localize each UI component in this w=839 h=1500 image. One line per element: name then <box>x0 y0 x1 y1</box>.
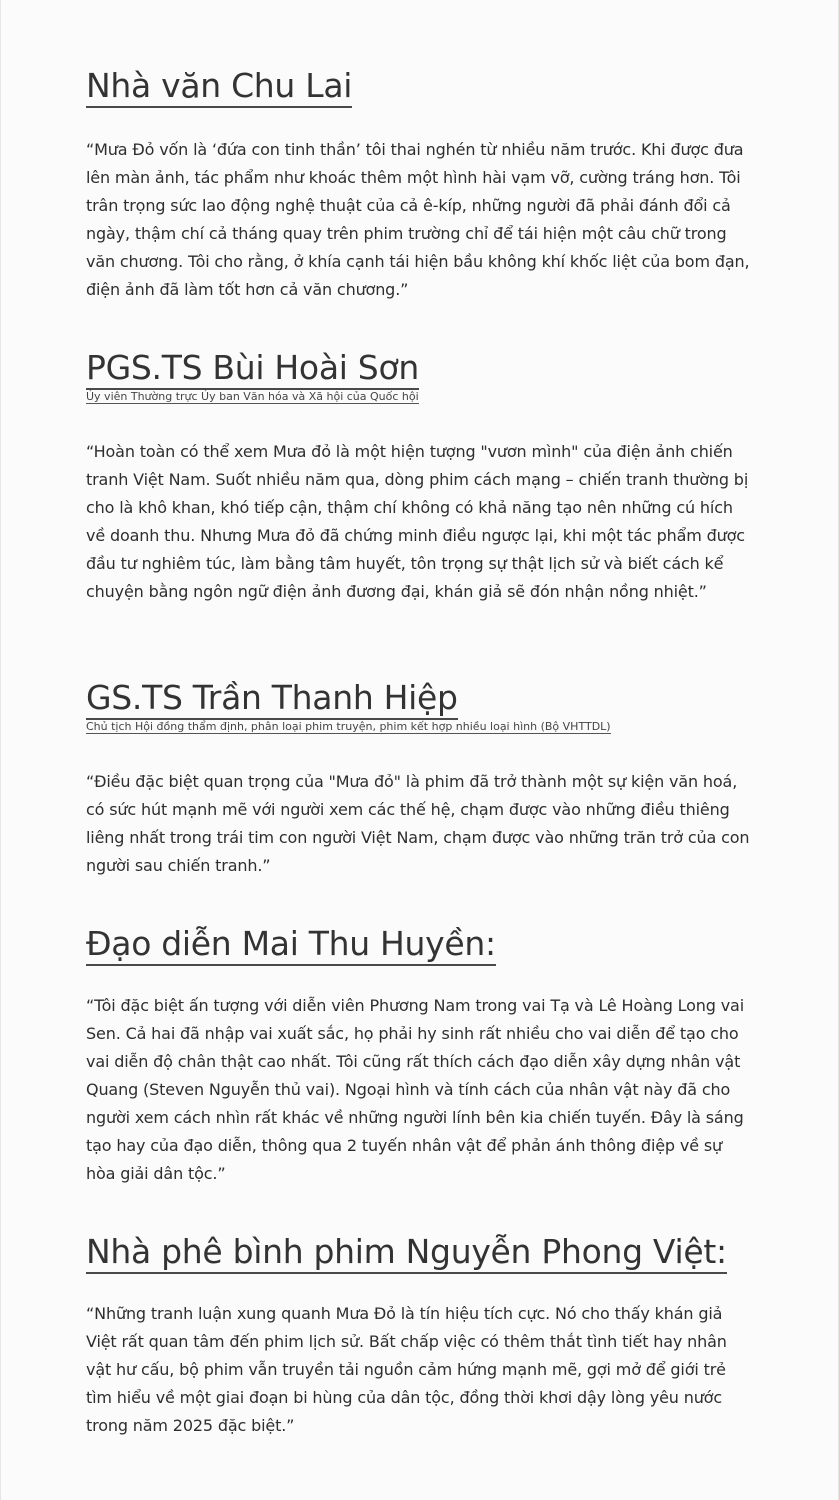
speaker-role-text: Chủ tịch Hội đồng thẩm định, phân loại phim truyện, phim kết hợp nhiều loại hình (Bộ VHTTDL) <box>86 720 611 733</box>
quote-text: “Hoàn toàn có thể xem Mưa đỏ là một hiện tượng "vươn mình" của điện ảnh chiến tranh Việt Nam. Suốt nhiều năm qua, dòng phim cách mạng – chiến tranh thường bị cho là khô khan, khó tiếp cận, thậm chí không có khả năng tạo nên những cú hích về doanh thu. Nhưng Mưa đỏ đã chứng minh điều ngược lại, khi một tác phẩm được đầu tư nghiêm túc, làm bằng tâm huyết, tôn trọng sự thật lịch sử và biết cách kể chuyện bằng ngôn ngữ điện ảnh đương đại, khán giả sẽ đón nhận nồng nhiệt.” <box>86 442 749 601</box>
quote-text: “Mưa Đỏ vốn là ‘đứa con tinh thần’ tôi thai nghén từ nhiều năm trước. Khi được đưa lên màn ảnh, tác phẩm như khoác thêm một hình hài vạm vỡ, cường tráng hơn. Tôi trân trọng sức lao động nghệ thuật của cả ê-kíp, những người đã phải đánh đổi cả ngày, thậm chí cả tháng quay trên phim trường chỉ để tái hiện một câu chữ trong văn chương. Tôi cho rằng, ở khía cạnh tái hiện bầu không khí khốc liệt của bom đạn, điện ảnh đã làm tốt hơn cả văn chương.” <box>86 140 750 299</box>
speaker-heading: GS.TS Trần Thanh Hiệp <box>86 678 458 720</box>
quote-block-mai-thu-huyen <box>86 992 756 1188</box>
speaker-heading: Nhà văn Chu Lai <box>86 66 352 108</box>
quote-block-tran-thanh-hiep <box>86 768 756 880</box>
speaker-heading: Nhà phê bình phim Nguyễn Phong Việt: <box>86 1232 727 1274</box>
speaker-role <box>86 390 756 404</box>
quote-block-nguyen-phong-viet <box>86 1300 756 1440</box>
speaker-role <box>86 720 756 734</box>
quote-section-nguyen-phong-viet <box>86 1232 756 1274</box>
quote-section-tran-thanh-hiep <box>86 678 756 734</box>
quote-section-bui-hoai-son <box>86 348 756 404</box>
quote-text: “Điều đặc biệt quan trọng của "Mưa đỏ" là phim đã trở thành một sự kiện văn hoá, có sức hút mạnh mẽ với người xem các thế hệ, chạm được vào những điều thiêng liêng nhất trong trái tim con người Việt Nam, chạm được vào những trăn trở của con người sau chiến tranh.” <box>86 772 750 875</box>
speaker-role-text: Ủy viên Thường trực Ủy ban Văn hóa và Xã hội của Quốc hội <box>86 390 419 403</box>
quote-section-mai-thu-huyen <box>86 924 756 966</box>
quote-block-chu-lai <box>86 136 756 304</box>
quote-section-chu-lai <box>86 66 756 108</box>
speaker-heading: PGS.TS Bùi Hoài Sơn <box>86 348 419 390</box>
quote-block-bui-hoai-son <box>86 438 756 606</box>
quote-text: “Những tranh luận xung quanh Mưa Đỏ là tín hiệu tích cực. Nó cho thấy khán giả Việt rất quan tâm đến phim lịch sử. Bất chấp việc có thêm thắt tình tiết hay nhân vật hư cấu, bộ phim vẫn truyền tải nguồn cảm hứng mạnh mẽ, gợi mở để giới trẻ tìm hiểu về một giai đoạn bi hùng của dân tộc, đồng thời khơi dậy lòng yêu nước trong năm 2025 đặc biệt.” <box>86 1304 727 1435</box>
quote-text: “Tôi đặc biệt ấn tượng với diễn viên Phương Nam trong vai Tạ và Lê Hoàng Long vai Sen. Cả hai đã nhập vai xuất sắc, họ phải hy sinh rất nhiều cho vai diễn để tạo cho vai diễn độ chân thật cao nhất. Tôi cũng rất thích cách đạo diễn xây dựng nhân vật Quang (Steven Nguyễn thủ vai). Ngoại hình và tính cách của nhân vật này đã cho người xem cách nhìn rất khác về những người lính bên kia chiến tuyến. Đây là sáng tạo hay của đạo diễn, thông qua 2 tuyến nhân vật để phản ánh thông điệp về sự hòa giải dân tộc.” <box>86 996 744 1183</box>
speaker-heading: Đạo diễn Mai Thu Huyền: <box>86 924 496 966</box>
